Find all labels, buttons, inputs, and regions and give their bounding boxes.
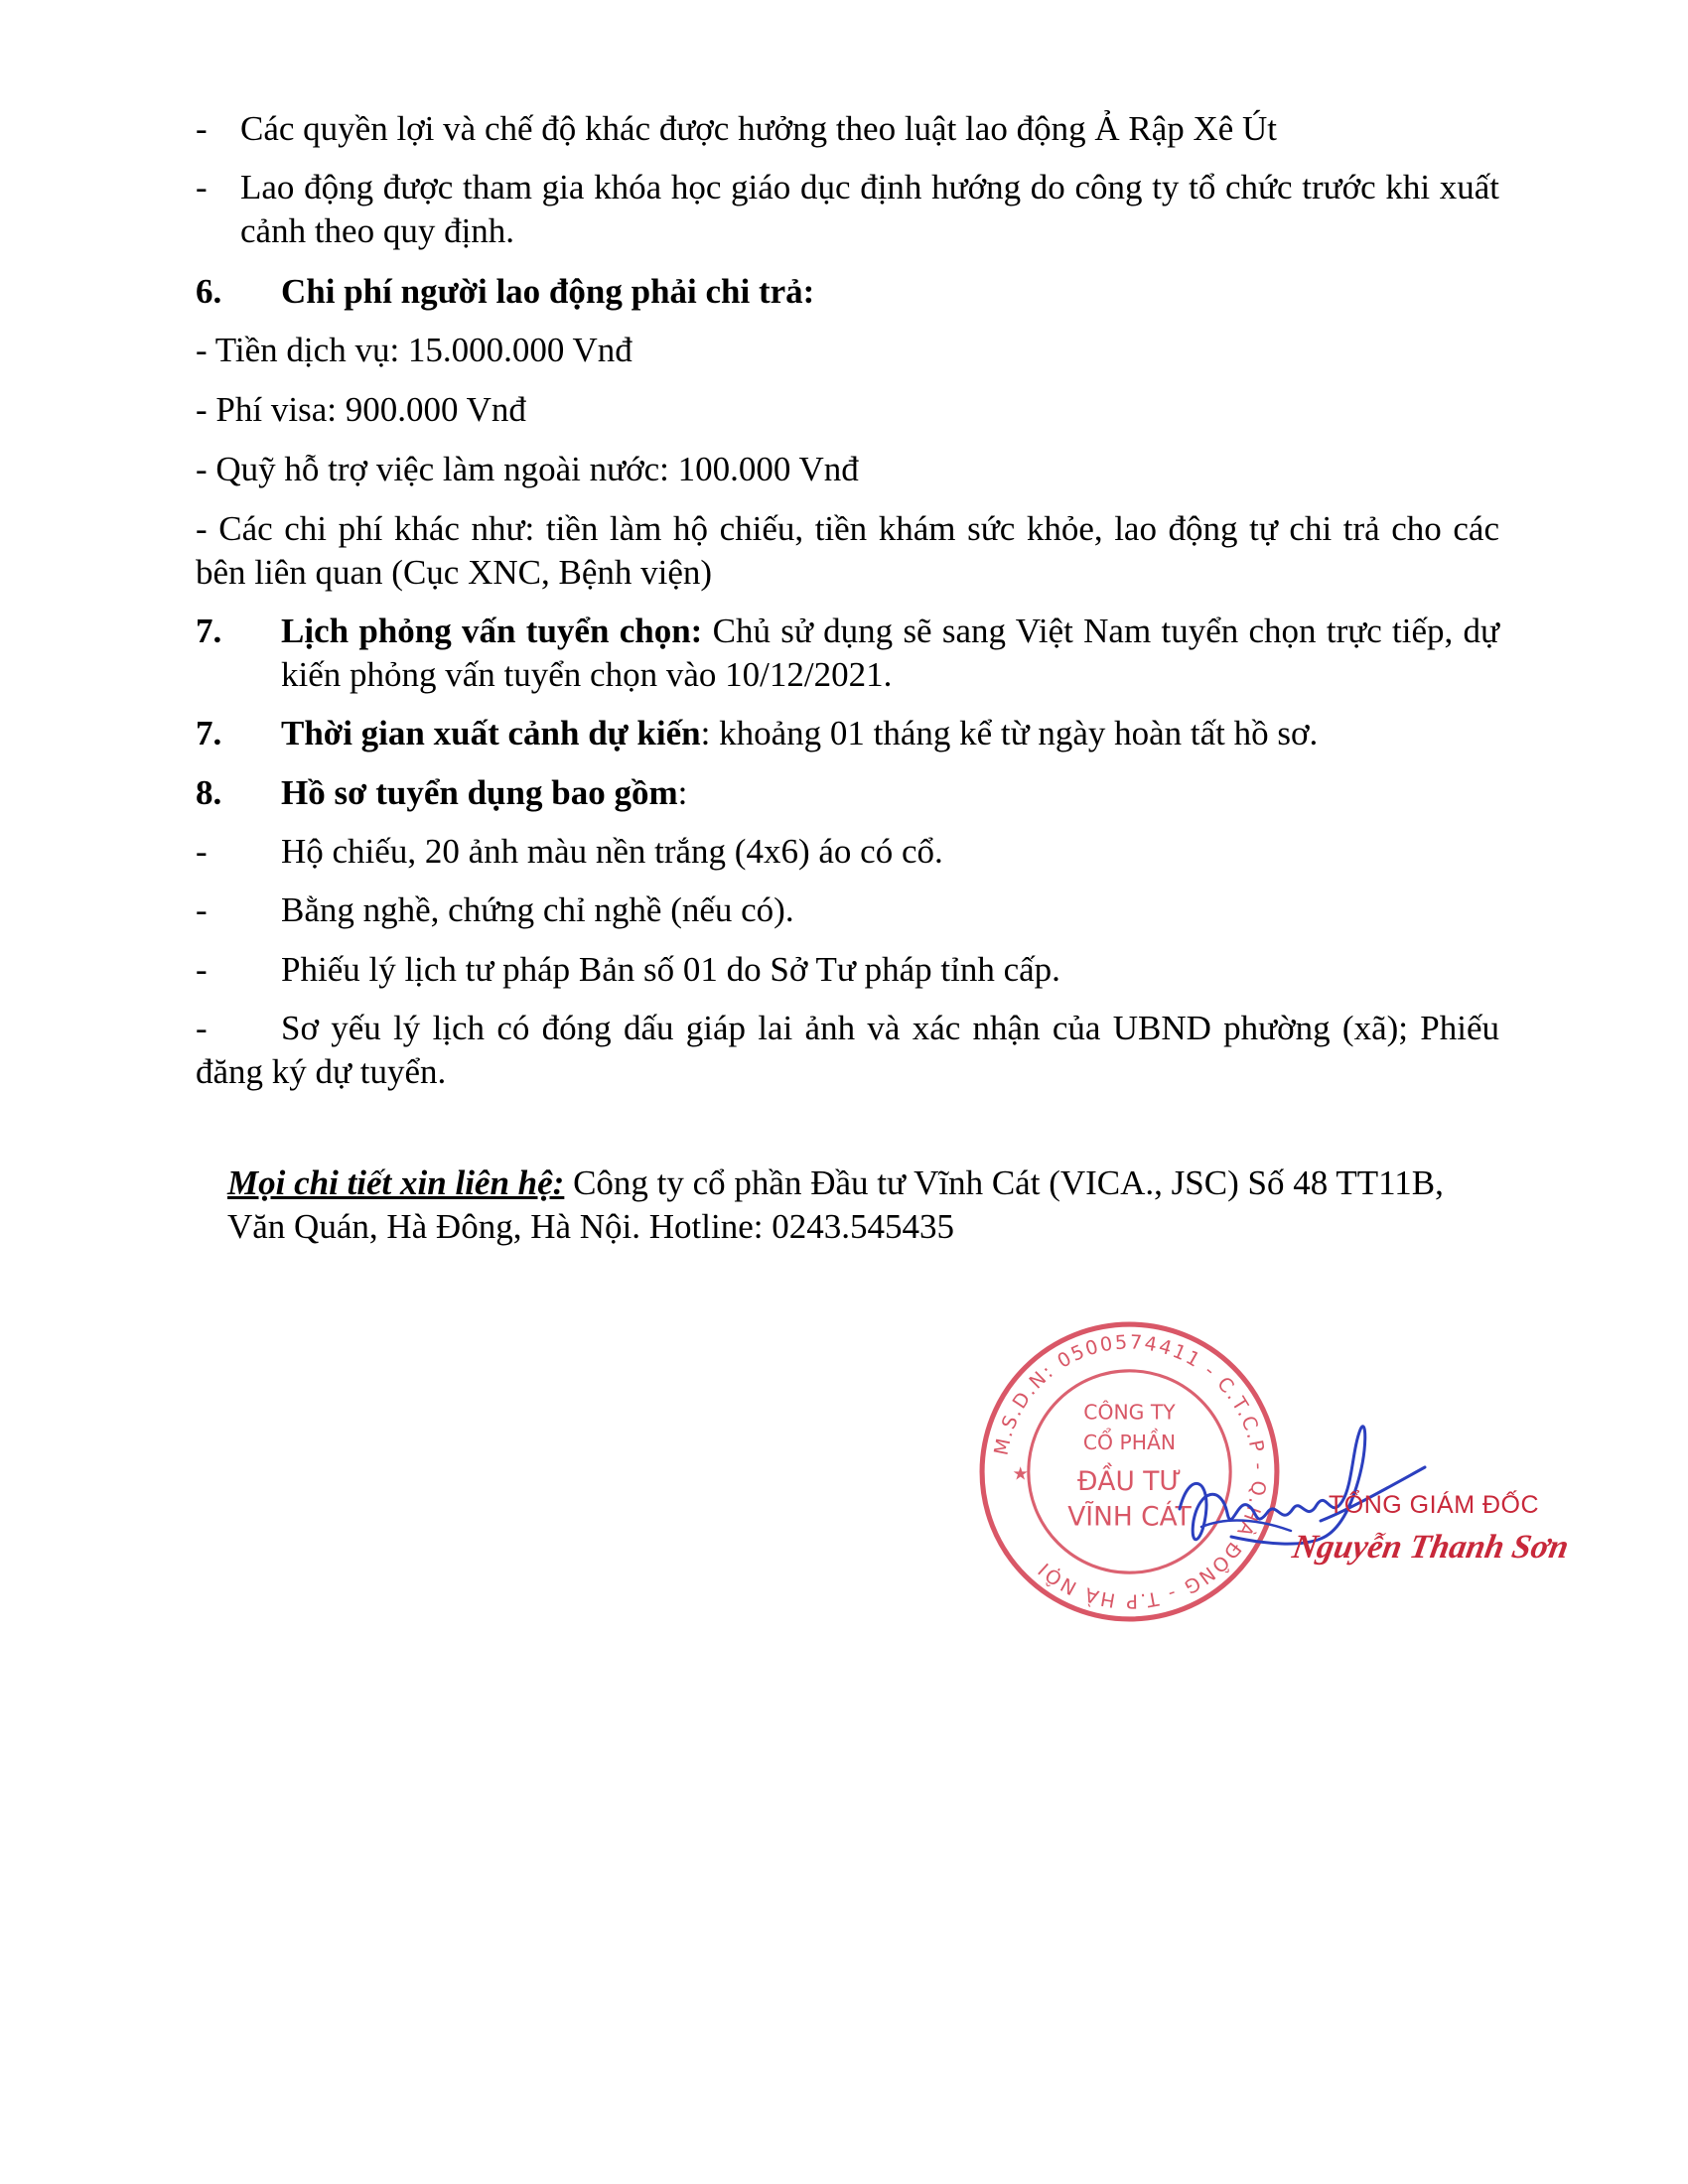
stamp-star-icon: ★ [1012, 1463, 1029, 1485]
section-8-title: Hồ sơ tuyển dụng bao gồm [281, 773, 678, 812]
section-6-number: 6. [196, 272, 222, 311]
section-7-number: 7. [196, 612, 222, 650]
benefit-item-1: Các quyền lợi và chế độ khác được hưởng theo luật lao động Ả Rập Xê Út [240, 109, 1278, 148]
section-7b-number: 7. [196, 714, 222, 752]
doc-item-dash-1: - [196, 832, 208, 871]
stamp-line-1: CÔNG TY [1083, 1400, 1176, 1425]
doc-item-dash-4: - [196, 1009, 208, 1047]
doc-item-judicial-record: Phiếu lý lịch tư pháp Bản số 01 do Sở Tư pháp tỉnh cấp. [281, 950, 1060, 989]
section-8-number: 8. [196, 773, 222, 812]
contact-text: Công ty cổ phần Đầu tư Vĩnh Cát (VICA., JSC) Số 48 TT11B, Văn Quán, Hà Đông, Hà Nội. Hotline: 0243.545435 [227, 1163, 1444, 1246]
contact-label: Mọi chi tiết xin liên hệ: [227, 1163, 565, 1202]
cost-item-service: - Tiền dịch vụ: 15.000.000 Vnđ [196, 331, 633, 369]
doc-item-dash-2: - [196, 890, 208, 929]
benefit-dash-1: - [196, 109, 208, 148]
doc-item-cv [196, 1007, 1499, 1094]
stamp-line-3: ĐẦU TƯ [1076, 1465, 1183, 1497]
section-7-title: Lịch phỏng vấn tuyển chọn: [281, 612, 703, 650]
section-8-heading [281, 771, 687, 815]
section-6-title: Chi phí người lao động phải chi trả: [281, 272, 815, 311]
section-7b-title: Thời gian xuất cảnh dự kiến [281, 714, 701, 752]
signatory-name: Nguyễn Thanh Sơn [1289, 1529, 1572, 1566]
stamp-ring-text: M.S.D.N: 0500574411 - C.T.C.P - Q.HÀ ĐÔNG - T.P HÀ NỘI [989, 1330, 1271, 1613]
cost-item-fund: - Quỹ hỗ trợ việc làm ngoài nước: 100.000 Vnđ [196, 450, 859, 488]
section-7b-paragraph [281, 712, 1318, 755]
doc-item-certificate: Bằng nghề, chứng chỉ nghề (nếu có). [281, 890, 794, 929]
section-7-text: Chủ sử dụng sẽ sang Việt Nam tuyển chọn trực tiếp, dự kiến phỏng vấn tuyển chọn vào 10/12/2021. [281, 612, 1500, 694]
benefit-dash-2: - [196, 168, 208, 206]
contact-paragraph [227, 1161, 1508, 1249]
doc-item-passport: Hộ chiếu, 20 ảnh màu nền trắng (4x6) áo có cổ. [281, 832, 943, 871]
doc-item-dash-3: - [196, 950, 208, 989]
section-7b-text: : khoảng 01 tháng kể từ ngày hoàn tất hồ sơ. [700, 714, 1319, 752]
section-7-paragraph [281, 610, 1499, 697]
benefit-item-2: Lao động được tham gia khóa học giáo dục định hướng do công ty tổ chức trước khi xuất cảnh theo quy định. [240, 168, 1499, 250]
cost-item-visa: - Phí visa: 900.000 Vnđ [196, 390, 526, 429]
cost-item-other: - Các chi phí khác như: tiền làm hộ chiếu, tiền khám sức khỏe, lao động tự chi trả cho các bên liên quan (Cục XNC, Bệnh viện) [196, 509, 1499, 592]
signatory-title: TỔNG GIÁM ĐỐC [1329, 1491, 1540, 1519]
stamp-line-2: CỔ PHẦN [1082, 1431, 1177, 1455]
stamp-line-4: VĨNH CÁT [1067, 1501, 1192, 1533]
section-8-colon: : [677, 773, 688, 812]
doc-item-cv-text: Sơ yếu lý lịch có đóng dấu giáp lai ảnh và xác nhận của UBND phường (xã); Phiếu đăng ký dự tuyển. [196, 1009, 1499, 1091]
